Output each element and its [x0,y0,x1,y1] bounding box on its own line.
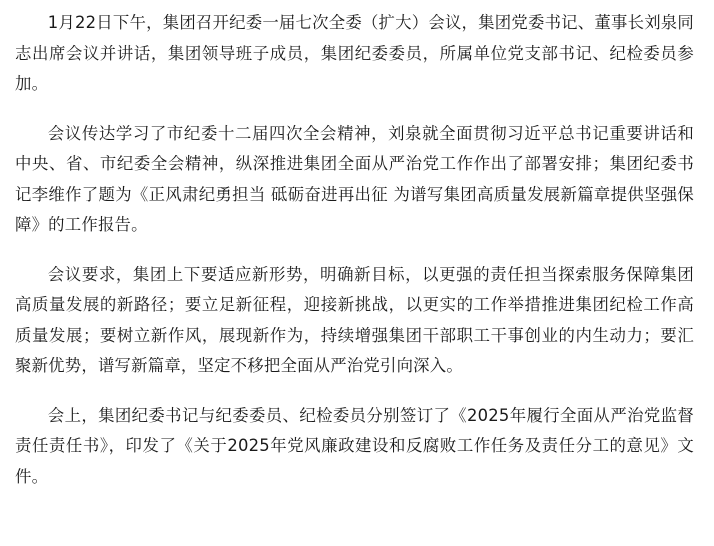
paragraph-meeting-documents: 会上，集团纪委书记与纪委委员、纪检委员分别签订了《2025年履行全面从严治党监督责任责任书》，印发了《关于2025年党风廉政建设和反腐败工作任务及责任分工的意见》文件。 [15,405,694,486]
paragraph-meeting-study: 会议传达学习了市纪委十二届四次全会精神，刘泉就全面贯彻习近平总书记重要讲话和中央、省、市纪委全会精神，纵深推进集团全面从严治党工作作出了部署安排；集团纪委书记李维作了题为《正风肃纪勇担当 砥砺奋进再出征 为谱写集团高质量发展新篇章提供坚强保障》的工作报告。 [15,123,694,234]
paragraph-meeting-intro: 1月22日下午，集团召开纪委一届七次全委（扩大）会议，集团党委书记、董事长刘泉同志出席会议并讲话，集团领导班子成员，集团纪委委员，所属单位党支部书记、纪检委员参加。 [15,13,694,93]
paragraph-meeting-requirements: 会议要求，集团上下要适应新形势，明确新目标，以更强的责任担当探索服务保障集团高质量发展的新路径；要立足新征程，迎接新挑战，以更实的工作举措推进集团纪检工作高质量发展；要树立新作风，展现新作为，持续增强集团干部职工干事创业的内生动力；要汇聚新优势，谱写新篇章，坚定不移把全面从严治党引向深入。 [15,264,694,375]
